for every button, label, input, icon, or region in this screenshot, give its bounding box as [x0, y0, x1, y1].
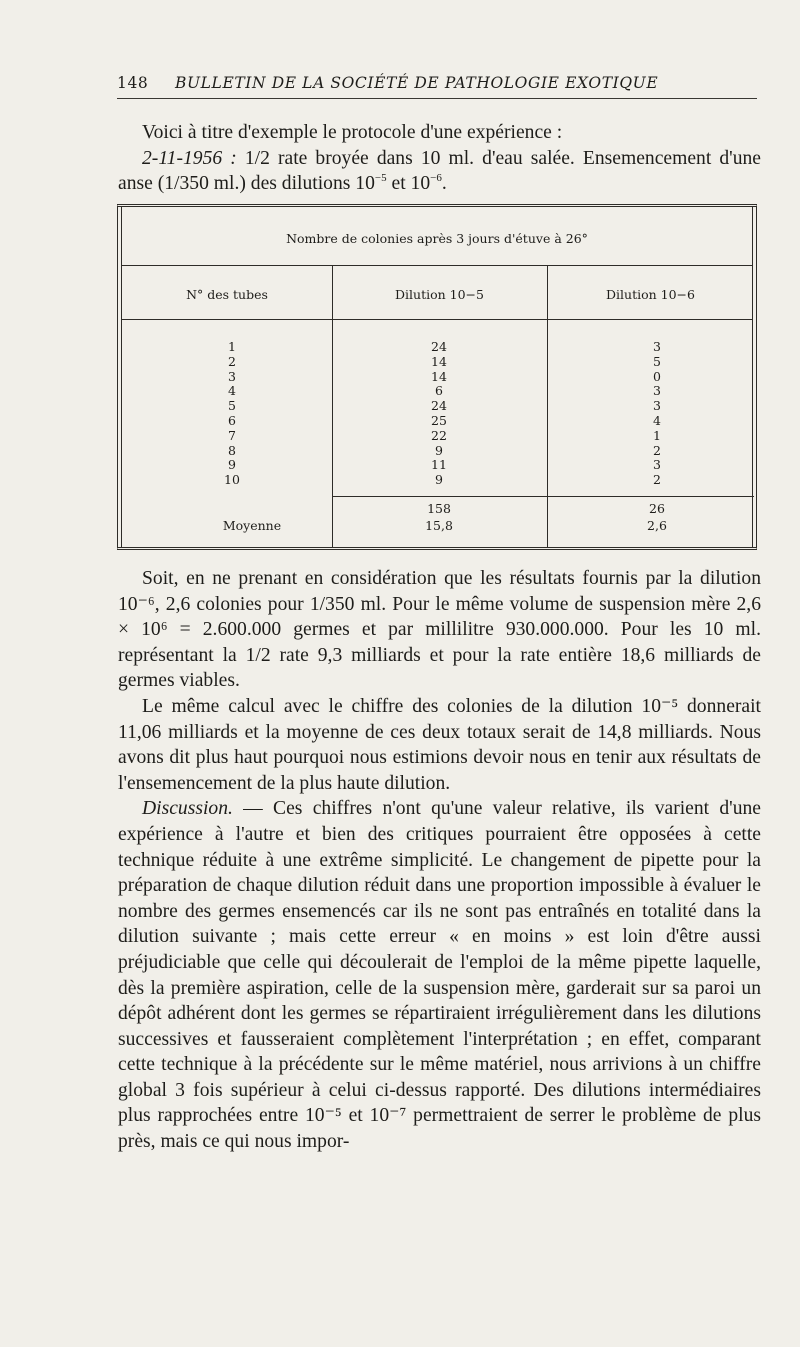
exponent: −5 — [374, 171, 387, 184]
running-header — [117, 74, 757, 99]
table-rule — [122, 319, 752, 320]
table-cell: 5 — [653, 353, 661, 369]
experiment-date: 2-11-1956 : — [142, 147, 237, 169]
intro-line: Voici à titre d'exemple le protocole d'une expérience : — [142, 122, 563, 143]
table-cell: 8 — [228, 442, 236, 458]
intro-text: 1/2 rate broyée dans 10 ml. d'eau salée. Ensemencement d'une anse (1/350 ml.) des dilutions 10 — [118, 147, 761, 195]
column-header: N° des tubes — [186, 287, 268, 302]
table-cell: 24 — [431, 398, 447, 414]
table-caption: Nombre de colonies après 3 jours d'étuve à 26° — [286, 231, 588, 246]
colony-count-table — [117, 204, 757, 550]
paragraph: Soit, en ne prenant en considération que les résultats fournis par la dilution 10⁻⁶, 2,6 colonies pour 1/350 ml. Pour le même volume de suspension mère 2,6 × 10⁶ = 2.600.000 germes et par millilitre 930.000.000. Pour les 10 ml. représentant la 1/2 rate 9,3 milliards et pour la rate entière 18,6 milliards de germes viables. — [118, 568, 761, 692]
table-cell: 6 — [228, 412, 236, 428]
dilution-5-column — [409, 340, 469, 488]
table-cell: 10 — [224, 472, 240, 488]
column-header: Dilution 10−5 — [395, 287, 484, 302]
table-cell: 4 — [653, 412, 661, 428]
tube-number-column — [212, 340, 252, 488]
table-cell: 3 — [653, 457, 661, 473]
table-cell: 24 — [431, 339, 447, 354]
results-discussion — [118, 566, 761, 1155]
total-dilution-6: 26 — [649, 501, 665, 516]
table-cell: 14 — [431, 353, 447, 369]
total-dilution-5: 158 — [427, 501, 451, 516]
mean-dilution-5: 15,8 — [425, 518, 453, 533]
table-cell: 2 — [228, 353, 236, 369]
table-cell: 22 — [431, 427, 447, 443]
table-cell: 2 — [653, 442, 661, 458]
table-cell: 3 — [653, 383, 661, 399]
table-cell: 6 — [435, 383, 443, 399]
table-cell: 5 — [228, 398, 236, 414]
paragraph — [118, 796, 761, 1154]
table-cell: 9 — [435, 472, 443, 488]
column-divider — [547, 265, 548, 547]
table-cell: 3 — [228, 368, 236, 384]
page-number: 148 — [117, 74, 149, 92]
table-cell: 2 — [653, 472, 661, 488]
table-cell: 0 — [653, 368, 661, 384]
table-rule — [122, 265, 752, 266]
intro-paragraph — [118, 120, 761, 197]
mean-dilution-6: 2,6 — [647, 518, 667, 533]
column-header: Dilution 10−6 — [606, 287, 695, 302]
table-cell: 9 — [435, 442, 443, 458]
table-cell: 1 — [228, 339, 236, 354]
column-divider — [332, 265, 333, 547]
dilution-6-column — [627, 340, 687, 488]
exponent: −6 — [430, 171, 442, 184]
intro-end: . — [441, 173, 447, 195]
sum-rule — [332, 496, 547, 497]
section-lead: Discussion. — [142, 798, 233, 820]
table-cell: 9 — [228, 457, 236, 473]
intro-and: et 10 — [386, 173, 431, 195]
table-cell: 14 — [431, 368, 447, 384]
table-cell: 3 — [653, 339, 661, 354]
paragraph: Le même calcul avec le chiffre des colonies de la dilution 10⁻⁵ donnerait 11,06 milliards et la moyenne de ces deux totaux serait de 14,8 milliards. Nous avons dit plus haut pourquoi nous estimions devoir nous en tenir aux résultats de l'ensemencement de la plus haute dilution. — [118, 695, 761, 794]
table-cell: 1 — [653, 427, 661, 443]
table-cell: 7 — [228, 427, 236, 443]
running-title: BULLETIN DE LA SOCIÉTÉ DE PATHOLOGIE EXOTIQUE — [175, 74, 659, 92]
table-cell: 25 — [431, 412, 447, 428]
mean-label: Moyenne — [222, 518, 282, 533]
table-cell: 3 — [653, 398, 661, 414]
table-cell: 11 — [431, 457, 447, 473]
paragraph-text: — Ces chiffres n'ont qu'une valeur relative, ils varient d'une expérience à l'autre et bien des critiques pourraient être opposées à cette technique réduite à une extrême simplicité. Le changement de pipette pour la préparation de chaque dilution réduit dans une proportion impossible à évaluer le nombre des germes ensemencés car ils ne sont pas entraînés en totalité dans la dilution suivante ; mais cette erreur « en moins » est loin d'être aussi préjudiciable que celle qui découlerait de l'emploi de la même pipette laquelle, dès la première aspiration, celle de la suspension mère, garderait sur sa paroi un dépôt adhérent dont les germes se répartiraient irrégulièrement dans les dilutions successives et fausseraient complètement l'interprétation ; en effet, comparant cette technique à la précédente sur le même matériel, nous arrivions à un chiffre global 3 fois supérieur à celui ci-dessus rapporté. Des dilutions intermédiaires plus rapprochées entre 10⁻⁵ et 10⁻⁷ permettraient de serrer le problème de plus près, mais ce qui nous impor- — [118, 798, 761, 1153]
sum-rule — [547, 496, 754, 497]
table-cell: 4 — [228, 383, 236, 399]
